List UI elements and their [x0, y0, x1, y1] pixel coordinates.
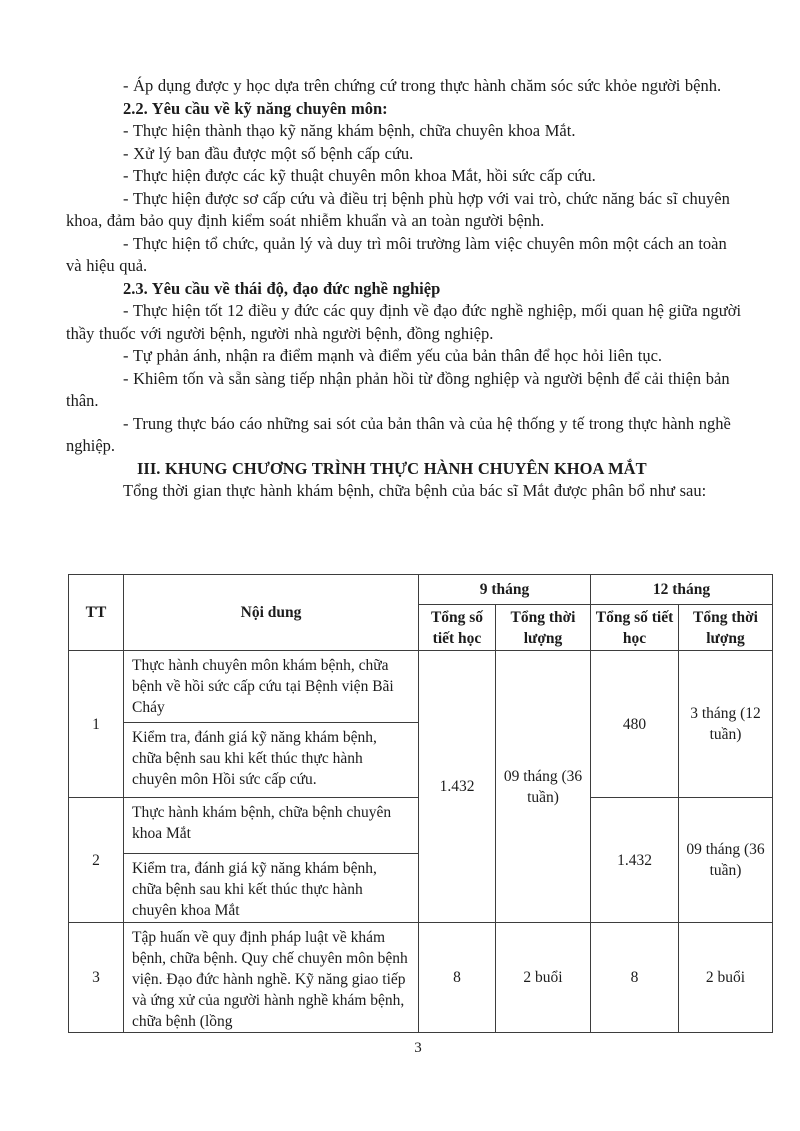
cell-merged-9t-tiet: 1.432	[419, 651, 496, 923]
header-cell-tt: TT	[69, 575, 124, 651]
cell-r2-content-a: Thực hành khám bệnh, chữa bệnh chuyên khoa Mắt	[124, 798, 419, 854]
cell-r3-9t-thoi: 2 buổi	[496, 923, 591, 1033]
header-cell-noi-dung: Nội dung	[124, 575, 419, 651]
program-framework-table	[68, 574, 773, 1033]
list-item: - Xử lý ban đầu được một số bệnh cấp cứu.	[123, 143, 414, 163]
cell-r1-12t-thoi: 3 tháng (12 tuần)	[679, 651, 773, 798]
table-header-row-groups	[69, 575, 773, 605]
section-heading-3: III. KHUNG CHƯƠNG TRÌNH THỰC HÀNH CHUYÊN KHOA MẮT	[137, 458, 647, 478]
cell-r1-12t-tiet: 480	[591, 651, 679, 798]
paragraph-apply-evidence: - Áp dụng được y học dựa trên chứng cứ trong thực hành chăm sóc sức khỏe người bệnh.	[123, 76, 722, 95]
list-item: - Thực hiện thành thạo kỹ năng khám bệnh, chữa chuyên khoa Mắt.	[123, 121, 576, 140]
list-item: - Tự phản ánh, nhận ra điểm mạnh và điểm yếu của bản thân để học hỏi liên tục.	[123, 346, 663, 365]
cell-r3-12t-tiet: 8	[591, 923, 679, 1033]
header-cell-9t-tong-so-tiet-hoc: Tổng số tiết học	[419, 605, 496, 651]
cell-r3-9t-tiet: 8	[419, 923, 496, 1033]
cell-r2-12t-thoi: 09 tháng (36 tuần)	[679, 798, 773, 923]
page-number: 3	[414, 1040, 422, 1056]
cell-r2-12t-tiet: 1.432	[591, 798, 679, 923]
cell-r3-tt: 3	[69, 923, 124, 1033]
header-cell-9-thang: 9 tháng	[419, 575, 591, 605]
table-row-1a	[69, 651, 773, 723]
list-item: - Thực hiện được các kỹ thuật chuyên môn khoa Mắt, hồi sức cấp cứu.	[123, 166, 596, 185]
cell-r1-content-b: Kiểm tra, đánh giá kỹ năng khám bệnh, chữa bệnh sau khi kết thúc thực hành chuyên môn Hồi sức cấp cứu.	[124, 723, 419, 798]
cell-r3-12t-thoi: 2 buổi	[679, 923, 773, 1033]
list-item: - Thực hiện tổ chức, quản lý và duy trì môi trường làm việc chuyên môn một cách an toàn và hiệu quả.	[66, 233, 727, 275]
cell-r2-content-b: Kiểm tra, đánh giá kỹ năng khám bệnh, chữa bệnh sau khi kết thúc thực hành chuyên khoa Mắt	[124, 854, 419, 923]
list-item: - Thực hiện được sơ cấp cứu và điều trị bệnh phù hợp với vai trò, chức năng bác sĩ chuyên khoa, đảm bảo quy định kiểm soát nhiễm khuẩn và an toàn người bệnh.	[66, 188, 730, 230]
paragraph-intro-table: Tổng thời gian thực hành khám bệnh, chữa bệnh của bác sĩ Mắt được phân bổ như sau:	[123, 481, 707, 500]
section-heading-2-2: 2.2. Yêu cầu về kỹ năng chuyên môn:	[123, 98, 388, 118]
list-item: - Thực hiện tốt 12 điều y đức các quy định về đạo đức nghề nghiệp, mối quan hệ giữa người thầy thuốc với người bệnh, người nhà người bệnh, đồng nghiệp.	[66, 301, 742, 343]
document-body	[66, 75, 742, 503]
header-cell-12t-tong-so-tiet-hoc: Tổng số tiết học	[591, 605, 679, 651]
cell-r1-tt: 1	[69, 651, 124, 798]
table-row-3	[69, 923, 773, 1033]
header-cell-9t-tong-thoi-luong: Tổng thời lượng	[496, 605, 591, 651]
header-cell-12-thang: 12 tháng	[591, 575, 773, 605]
cell-r1-content-a: Thực hành chuyên môn khám bệnh, chữa bệnh về hồi sức cấp cứu tại Bệnh viện Bãi Cháy	[124, 651, 419, 723]
section-heading-2-3: 2.3. Yêu cầu về thái độ, đạo đức nghề nghiệp	[123, 278, 441, 298]
header-cell-12t-tong-thoi-luong: Tổng thời lượng	[679, 605, 773, 651]
list-item: - Trung thực báo cáo những sai sót của bản thân và của hệ thống y tế trong thực hành nghề nghiệp.	[66, 413, 731, 455]
cell-r2-tt: 2	[69, 798, 124, 923]
list-item: - Khiêm tốn và sẵn sàng tiếp nhận phản hồi từ đồng nghiệp và người bệnh để cải thiện bản thân.	[66, 368, 730, 410]
cell-merged-9t-thoi: 09 tháng (36 tuần)	[496, 651, 591, 923]
cell-r3-content: Tập huấn về quy định pháp luật về khám bệnh, chữa bệnh. Quy chế chuyên môn bệnh viện. Đạo đức hành nghề. Kỹ năng giao tiếp và ứng xử của người hành nghề khám bệnh, chữa bệnh (lồng	[124, 923, 419, 1033]
